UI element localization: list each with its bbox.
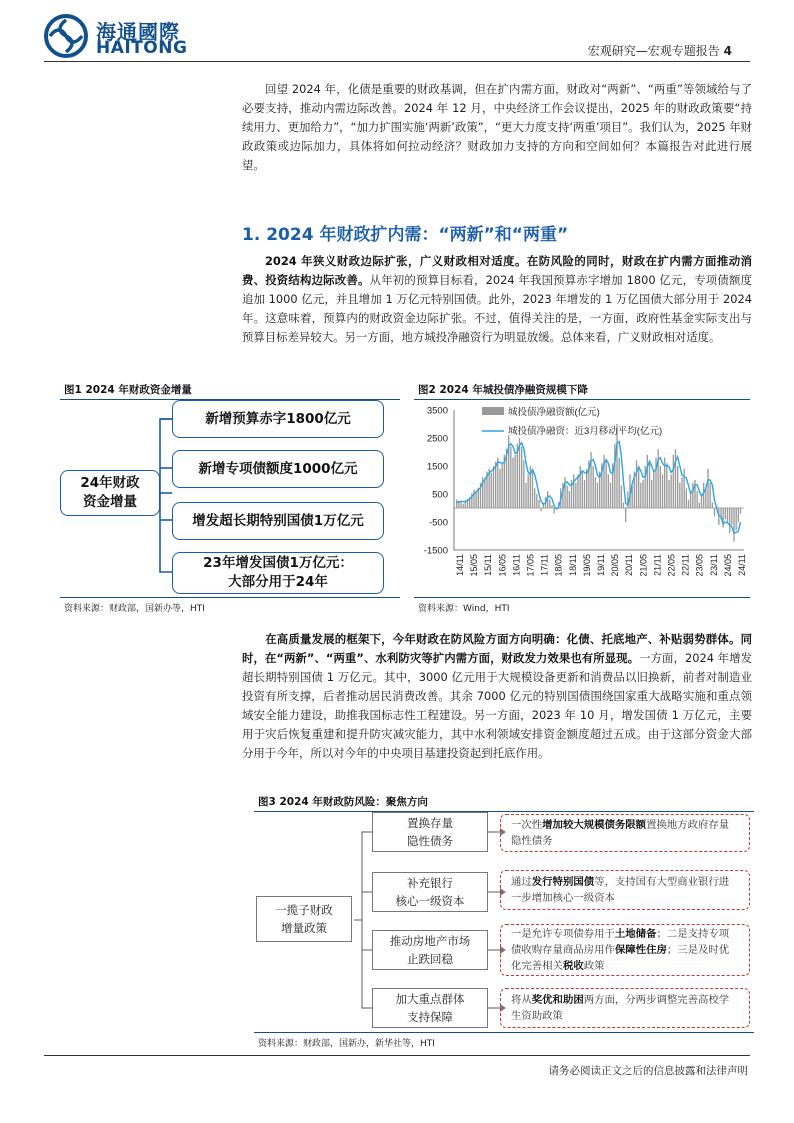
section-title: 1. 2024 年财政扩内需：“两新”和“两重” [242,225,569,245]
header-rule [44,61,750,62]
x-tick-label: 16/05 [497,554,508,577]
detail-text: 一是允许专项债券用于 [511,928,615,940]
bar [608,474,609,508]
bar [491,473,492,508]
figure-1-bottom-rule [60,597,400,598]
bar [517,444,518,508]
detail-text: 将从 [511,994,532,1006]
x-tick-label: 19/11 [596,554,606,576]
figure-1-item-label: 23年增发国债1万亿元： 大部分用于24年 [203,555,353,590]
bar [714,508,715,516]
bar [621,486,622,508]
detail-text: ；三是及时优化完善相关 [511,944,730,972]
footer-rule [44,1055,750,1056]
bar [541,508,542,511]
x-tick-label: 20/05 [610,554,621,577]
x-tick-label: 22/05 [666,554,677,577]
figure-3-node-property [372,930,488,970]
bar [476,492,477,508]
bar [595,477,596,508]
figure-3-node-label: 加大重点群体 支持保障 [395,992,465,1024]
bar [662,474,663,508]
figure-1-root-node [60,470,160,516]
x-tick-label: 15/11 [483,554,494,576]
bar [497,458,498,508]
bar [658,449,659,508]
bar [499,469,500,508]
bar [725,508,726,519]
bar [551,505,552,508]
bar [610,483,611,508]
bar [625,508,626,522]
figure-3-node-support [372,988,488,1028]
detail-bold: 保障性住房 [614,944,667,956]
bar [638,469,639,508]
bar [593,466,594,508]
bar [623,502,624,508]
x-tick-label: 23/11 [708,554,719,576]
bar [619,458,620,508]
bar [532,469,533,508]
logo-text-cn: 海通國際 [96,20,180,44]
bar [733,508,734,542]
figure-2-source: 资料来源：Wind，HTI [418,604,510,614]
bar [677,466,678,508]
detail-bold: 增加较大规模债务限额 [542,819,647,831]
figure-3-node-label: 置换存量 隐性债务 [407,816,453,848]
figure-1-source: 资料来源：财政部，国新办等，HTI [64,604,205,614]
detail-bold: 奖优和助困 [531,994,584,1006]
bar [512,458,513,508]
detail-text: 等，支持国有大型商业银行进一步增加核心一级资本 [511,876,730,904]
logo-text-en: HAITONG [96,38,188,58]
figure-1-item-special-bond [172,450,384,488]
bar [736,508,737,530]
bar [697,491,698,508]
legend-bar-swatch [482,407,504,415]
bar [727,508,728,522]
detail-text: 一次性 [511,819,543,831]
intro-text: 回望 2024 年，化债是重要的财政基调，但在扩内需方面，财政对“两新”、“两重”等领域给与了必要支持，推动内需边际改善。2024 年 12 月，中央经济工作会议提出，2025 年的财政政策要“持续用力、更加给力”，“加力扩围实施‘两新’政策”，“更大力度支持‘两重’项目”。我们认为，2025 年财政政策或边际加力，具体将如何拉动经济？财政加力支持的方向和空间如何？本篇报告对此进行展望。 [242,82,752,172]
figure-1-item-2023-bond [172,552,384,594]
bar [668,480,669,508]
figure-3-detail-bank [500,870,750,910]
bar [549,500,550,508]
detail-bold: 发行特别国债 [531,876,595,888]
bar [538,500,539,508]
detail-text: 两方面，分两步调整完善高校学生资助政策 [511,994,730,1022]
figure-1-item-treasury [172,502,384,540]
figure-3-node-debt [372,812,488,852]
header-report-label: 宏观研究—宏观专题报告 [587,44,720,58]
paragraph-1-body: 从年初的预算目标看，2024 年我国预算赤字增加 1800 亿元，专项债额度追加 1000 亿元，并且增加 1 万亿元特别国债。此外，2023 年增发的 1 万亿国债大部分用于 2024 年。这意味着，预算内的财政资金边际扩张。不过，值得关注的是，一方面，政府性基金实际支出与预算目标差异较大。另一方面，地方城投净融资行为明显放缓。总体来看，广义财政相对适度。 [242,273,752,344]
footer-disclaimer: 请务必阅读正文之后的信息披露和法律声明 [548,1065,748,1077]
figure-1-item-label: 新增专项债额度1000亿元 [198,460,358,477]
bar [463,504,464,508]
x-tick-label: 17/05 [525,554,536,577]
bar [640,483,641,508]
detail-bold: 税收 [562,960,584,972]
x-tick-label: 21/05 [638,554,649,577]
bar [712,502,713,508]
x-tick-label: 20/11 [624,554,635,576]
bar [707,469,708,508]
bar [688,500,689,508]
bar [705,488,706,508]
bar [523,460,524,508]
bar [699,502,700,508]
x-tick-label: 21/11 [652,554,663,576]
moving-average-line [457,442,741,534]
haitong-logo-icon [44,14,88,58]
figure-1-item-label: 增发超长期特别国债1万亿元 [192,512,364,529]
x-tick-label: 17/11 [539,554,550,576]
bar [525,483,526,508]
figure-1-root-label: 24年财政 资金增量 [80,475,140,510]
x-tick-label: 18/05 [553,554,564,577]
detail-bold: 土地储备 [614,928,657,940]
bar [564,477,565,508]
bar [584,480,585,508]
figure-3-root-label: 一揽子财政 增量政策 [275,903,333,935]
bar [673,455,674,508]
bar [586,469,587,508]
y-tick-label: 500 [432,489,448,501]
figure-3-bottom-rule [254,1032,754,1033]
bar [666,463,667,508]
detail-text: 通过 [511,876,532,888]
page-number: 4 [723,44,732,58]
figure-2-chart [414,400,750,596]
bar [692,483,693,508]
x-tick-label: 23/05 [694,554,705,577]
figure-3-detail-debt [500,814,750,852]
figure-3-title: 图3 2024 年财政防风险：聚焦方向 [258,796,428,808]
bar [456,500,457,508]
detail-text: 政策 [583,960,605,972]
bar [536,494,537,508]
figure-2-title: 图2 2024 年城投债净融资规模下降 [418,384,588,396]
bar [653,472,654,508]
figure-3-node-label: 推动房地产市场 止跌回稳 [389,934,471,966]
y-tick-label: -500 [428,517,448,529]
bar [460,502,461,508]
bar [484,479,485,508]
bar [573,474,574,508]
x-tick-label: 16/11 [511,554,522,576]
detail-text: ；二是支持专项债收购存量商品房用作 [511,928,730,956]
figure-1-item-deficit [172,400,384,438]
paragraph-2 [242,630,752,763]
y-tick-label: 1500 [426,461,448,473]
bar [684,469,685,508]
bar [703,483,704,508]
figure-3-detail-property [500,924,750,976]
bar [577,474,578,508]
paragraph-2-lead: 在高质量发展的框架下，今年财政在防风险方面方向明确：化债、托底地产、补贴弱势群体。同时，在“两新”、“两重”、水利防灾等扩内需方面，财政发力效果也有所显现。 [242,632,752,665]
bar [606,460,607,508]
bar [493,466,494,508]
x-tick-label: 15/05 [469,554,480,577]
y-tick-label: 2500 [426,433,448,445]
legend-label-line: 城投债净融资：近3月移动平均(亿元) [508,426,663,437]
bar [710,483,711,508]
bar [567,486,568,508]
figure-1-item-label: 新增预算赤字1800亿元 [205,410,351,427]
bar [515,455,516,508]
bar [647,455,648,508]
bar [738,508,739,522]
figure-3-detail-support [500,988,750,1028]
bar [575,483,576,508]
y-tick-label: -1500 [423,545,448,557]
bar [554,508,555,514]
bar [731,508,732,525]
bar [569,491,570,508]
x-tick-label: 24/05 [722,554,733,577]
bar [636,460,637,508]
bar [642,480,643,508]
figure-1-title: 图1 2024 年财政资金增量 [64,384,192,396]
bar [521,446,522,508]
x-tick-label: 19/05 [581,554,592,577]
bar [660,466,661,508]
bar [534,488,535,508]
bar [582,472,583,508]
figure-3-root-node [256,896,352,942]
figure-3-source: 资料来源：财政部，国新办，新华社等，HTI [258,1039,435,1049]
paragraph-2-body: 一方面，2024 年增发超长期特别国债 1 万亿元。其中，3000 亿元用于大规模设备更新和消费品以旧换新，前者对制造业投资有所支撑，后者推动居民消费改善。其余 7000 亿元的特别国债围绕国家重大战略实施和重点领域安全能力建设，助推我国标志性工程建设。另一方面，2023 年 10 月，增发国债 1 万亿元，主要用于灾后恢复重建和提升防灾减灾能力，其中水利领域安排资金额度超过五成。由于这部分资金大部分用于今年，所以对今年的中央项目基建投资起到托底作用。 [242,651,752,760]
figure-3-node-bank [372,872,488,912]
bar [686,488,687,508]
paragraph-1 [242,252,752,347]
bar [502,463,503,508]
figure-2-bottom-rule [414,597,750,598]
bar [681,477,682,508]
bar [528,474,529,508]
bar [495,462,496,508]
y-tick-label: 3500 [426,405,448,417]
legend-label-bars: 城投债净融资额(亿元) [508,407,600,418]
bar [671,474,672,508]
bar [597,483,598,508]
paragraph-1-lead: 2024 年狭义财政边际扩张，广义财政相对适度。在防风险的同时，财政在扩内需方面推动消费、投资结构边际改善。 [242,254,752,287]
intro-paragraph [242,80,752,175]
bar [675,449,676,508]
x-tick-label: 14/11 [455,554,465,576]
detail-text: 置换地方政府存量隐性债务 [511,819,730,847]
bar [649,463,650,508]
bar [679,483,680,508]
x-tick-label: 24/11 [737,554,747,576]
bar [651,480,652,508]
bar [740,508,741,514]
x-tick-label: 22/11 [680,554,691,576]
header-report-type [588,42,732,59]
figure-3-node-label: 补充银行 核心一级资本 [395,876,465,908]
bar [510,446,511,508]
bar [729,508,730,533]
x-tick-label: 18/11 [567,554,578,576]
